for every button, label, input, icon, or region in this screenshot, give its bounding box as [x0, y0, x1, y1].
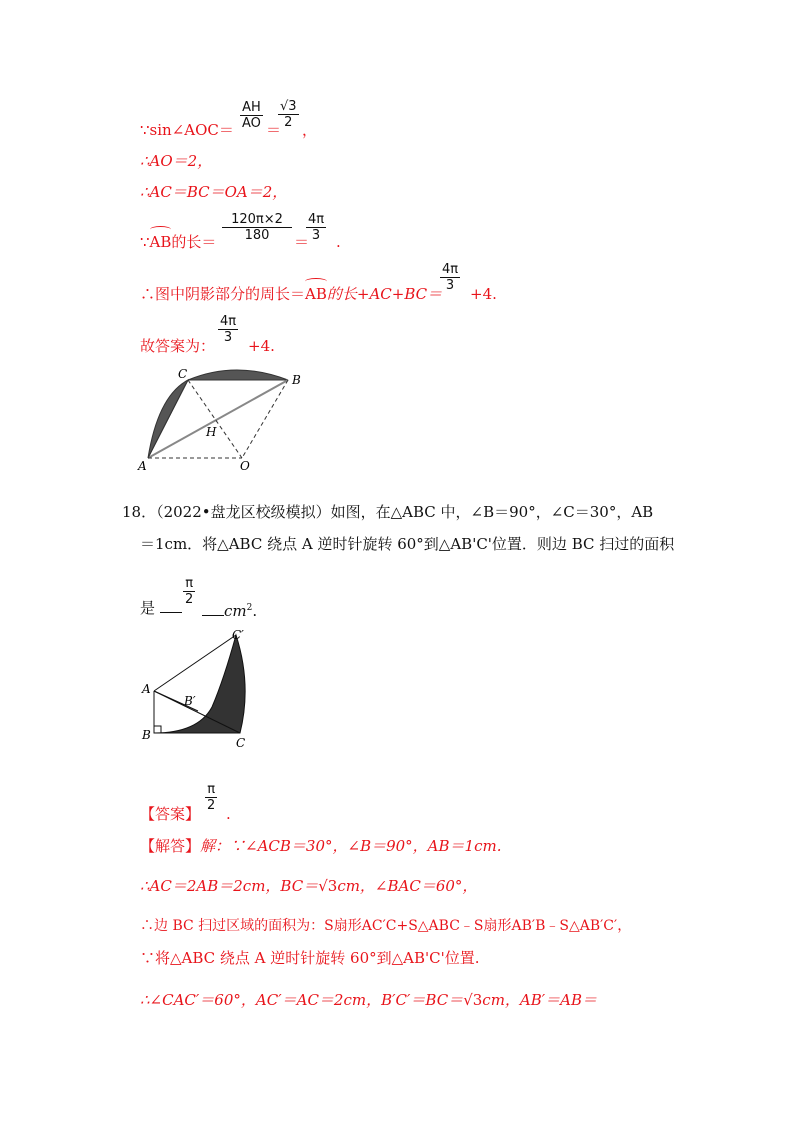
figure-17-diagram — [136, 366, 316, 476]
solution-line-5: ∴∠CAC′＝60°，AC′＝AC＝2cm，B′C′＝BC＝√3cm，AB′＝AB＝ — [140, 991, 598, 1009]
unit-cm2: $cm^2$. — [202, 598, 257, 621]
frac-num: AH — [242, 100, 261, 115]
fraction-pi-over-2 — [183, 576, 195, 607]
frac-num: 120π×2 — [231, 212, 283, 227]
shaded-swept-region — [154, 635, 245, 733]
frac-den: AO — [242, 116, 261, 131]
answer-line: 【答案】 — [140, 805, 201, 823]
label-a: A — [138, 459, 147, 473]
ac-bc-oa-line: ∴AC＝BC＝OA＝2， — [140, 183, 288, 201]
ao-equals-line: ∴AO＝2， — [140, 152, 213, 170]
arc-ab-symbol: AB — [305, 284, 327, 304]
frac-num: 4π — [308, 212, 325, 227]
label-a: A — [142, 682, 151, 696]
problem-18-line-2: ＝1cm．将△ABC 绕点 A 逆时针旋转 60°到△AB'C'位置．则边 BC 扫过的面积 — [140, 535, 675, 553]
equals-sign: ＝ — [294, 233, 310, 251]
label-c: C — [178, 367, 188, 381]
segment-co — [188, 380, 242, 458]
right-angle-mark — [154, 726, 161, 733]
plus-four: +4. — [248, 337, 275, 355]
comma: ， — [302, 121, 318, 139]
frac-den: 2 — [207, 798, 216, 813]
frac-den: 180 — [244, 228, 270, 243]
fraction-ah-over-ao — [240, 100, 263, 131]
frac-den: 3 — [223, 330, 233, 345]
figure-18-diagram — [140, 625, 270, 750]
sin-equation-prefix: ∵sin∠AOC＝ — [140, 121, 234, 139]
arc-ab-symbol: AB — [150, 232, 172, 252]
shaded-region-cb-arc — [188, 370, 288, 380]
problem-18-line-1: 18．（2022•盘龙区校级模拟）如图，在△ABC 中，∠B＝90°，∠C＝30°，AB — [122, 503, 654, 521]
solution-line-4: ∵将△ABC 绕点 A 逆时针旋转 60°到△AB'C'位置. — [140, 949, 480, 967]
frac-num: √3 — [280, 99, 297, 114]
plus-four: +4. — [470, 285, 497, 303]
fraction-4pi-over-3 — [306, 212, 326, 243]
label-b: B — [292, 373, 301, 387]
fraction-120pi-over-180 — [222, 212, 292, 243]
frac-num: 4π — [220, 314, 237, 329]
problem-18-line-3: 是 — [140, 598, 182, 618]
frac-num: 4π — [442, 262, 459, 277]
fraction-4pi-over-3 — [218, 314, 238, 345]
solution-line-3: ∴边 BC 扫过区域的面积为：S扇形AC′C+S△ABC﹣S扇形AB′B﹣S△AB′C′， — [140, 918, 632, 934]
frac-den: 2 — [284, 115, 293, 130]
solution-line-2: ∴AC＝2AB＝2cm，BC＝√3cm，∠BAC＝60°， — [140, 877, 478, 895]
label-c: C — [236, 736, 246, 750]
equals-sign: ＝ — [266, 121, 282, 139]
fraction-sqrt3-over-2 — [278, 99, 299, 130]
final-answer-line: 故答案为： — [140, 337, 216, 355]
frac-den: 2 — [185, 592, 194, 607]
frac-num: π — [185, 576, 194, 591]
period: . — [336, 233, 341, 251]
sin-equation-line — [140, 120, 234, 140]
segment-ab — [148, 380, 288, 458]
frac-den: 3 — [445, 278, 455, 293]
arc-length-line: ∵ AB的长＝ — [140, 232, 216, 252]
label-b-prime: B′ — [184, 694, 196, 708]
label-b: B — [142, 728, 151, 742]
label-o: O — [240, 459, 250, 473]
fraction-4pi-over-3 — [440, 262, 460, 293]
frac-den: 3 — [311, 228, 321, 243]
period: . — [226, 805, 231, 823]
solution-line-1: 【解答】解：∵∠ACB＝30°，∠B＝90°，AB＝1cm. — [140, 837, 502, 855]
label-c-prime: C′ — [232, 628, 244, 642]
frac-num: π — [207, 782, 216, 797]
perimeter-line: ∴图中阴影部分的周长＝ AB的长+AC+BC＝ — [140, 284, 442, 304]
fraction-pi-over-2 — [205, 782, 217, 813]
label-h: H — [206, 425, 217, 439]
